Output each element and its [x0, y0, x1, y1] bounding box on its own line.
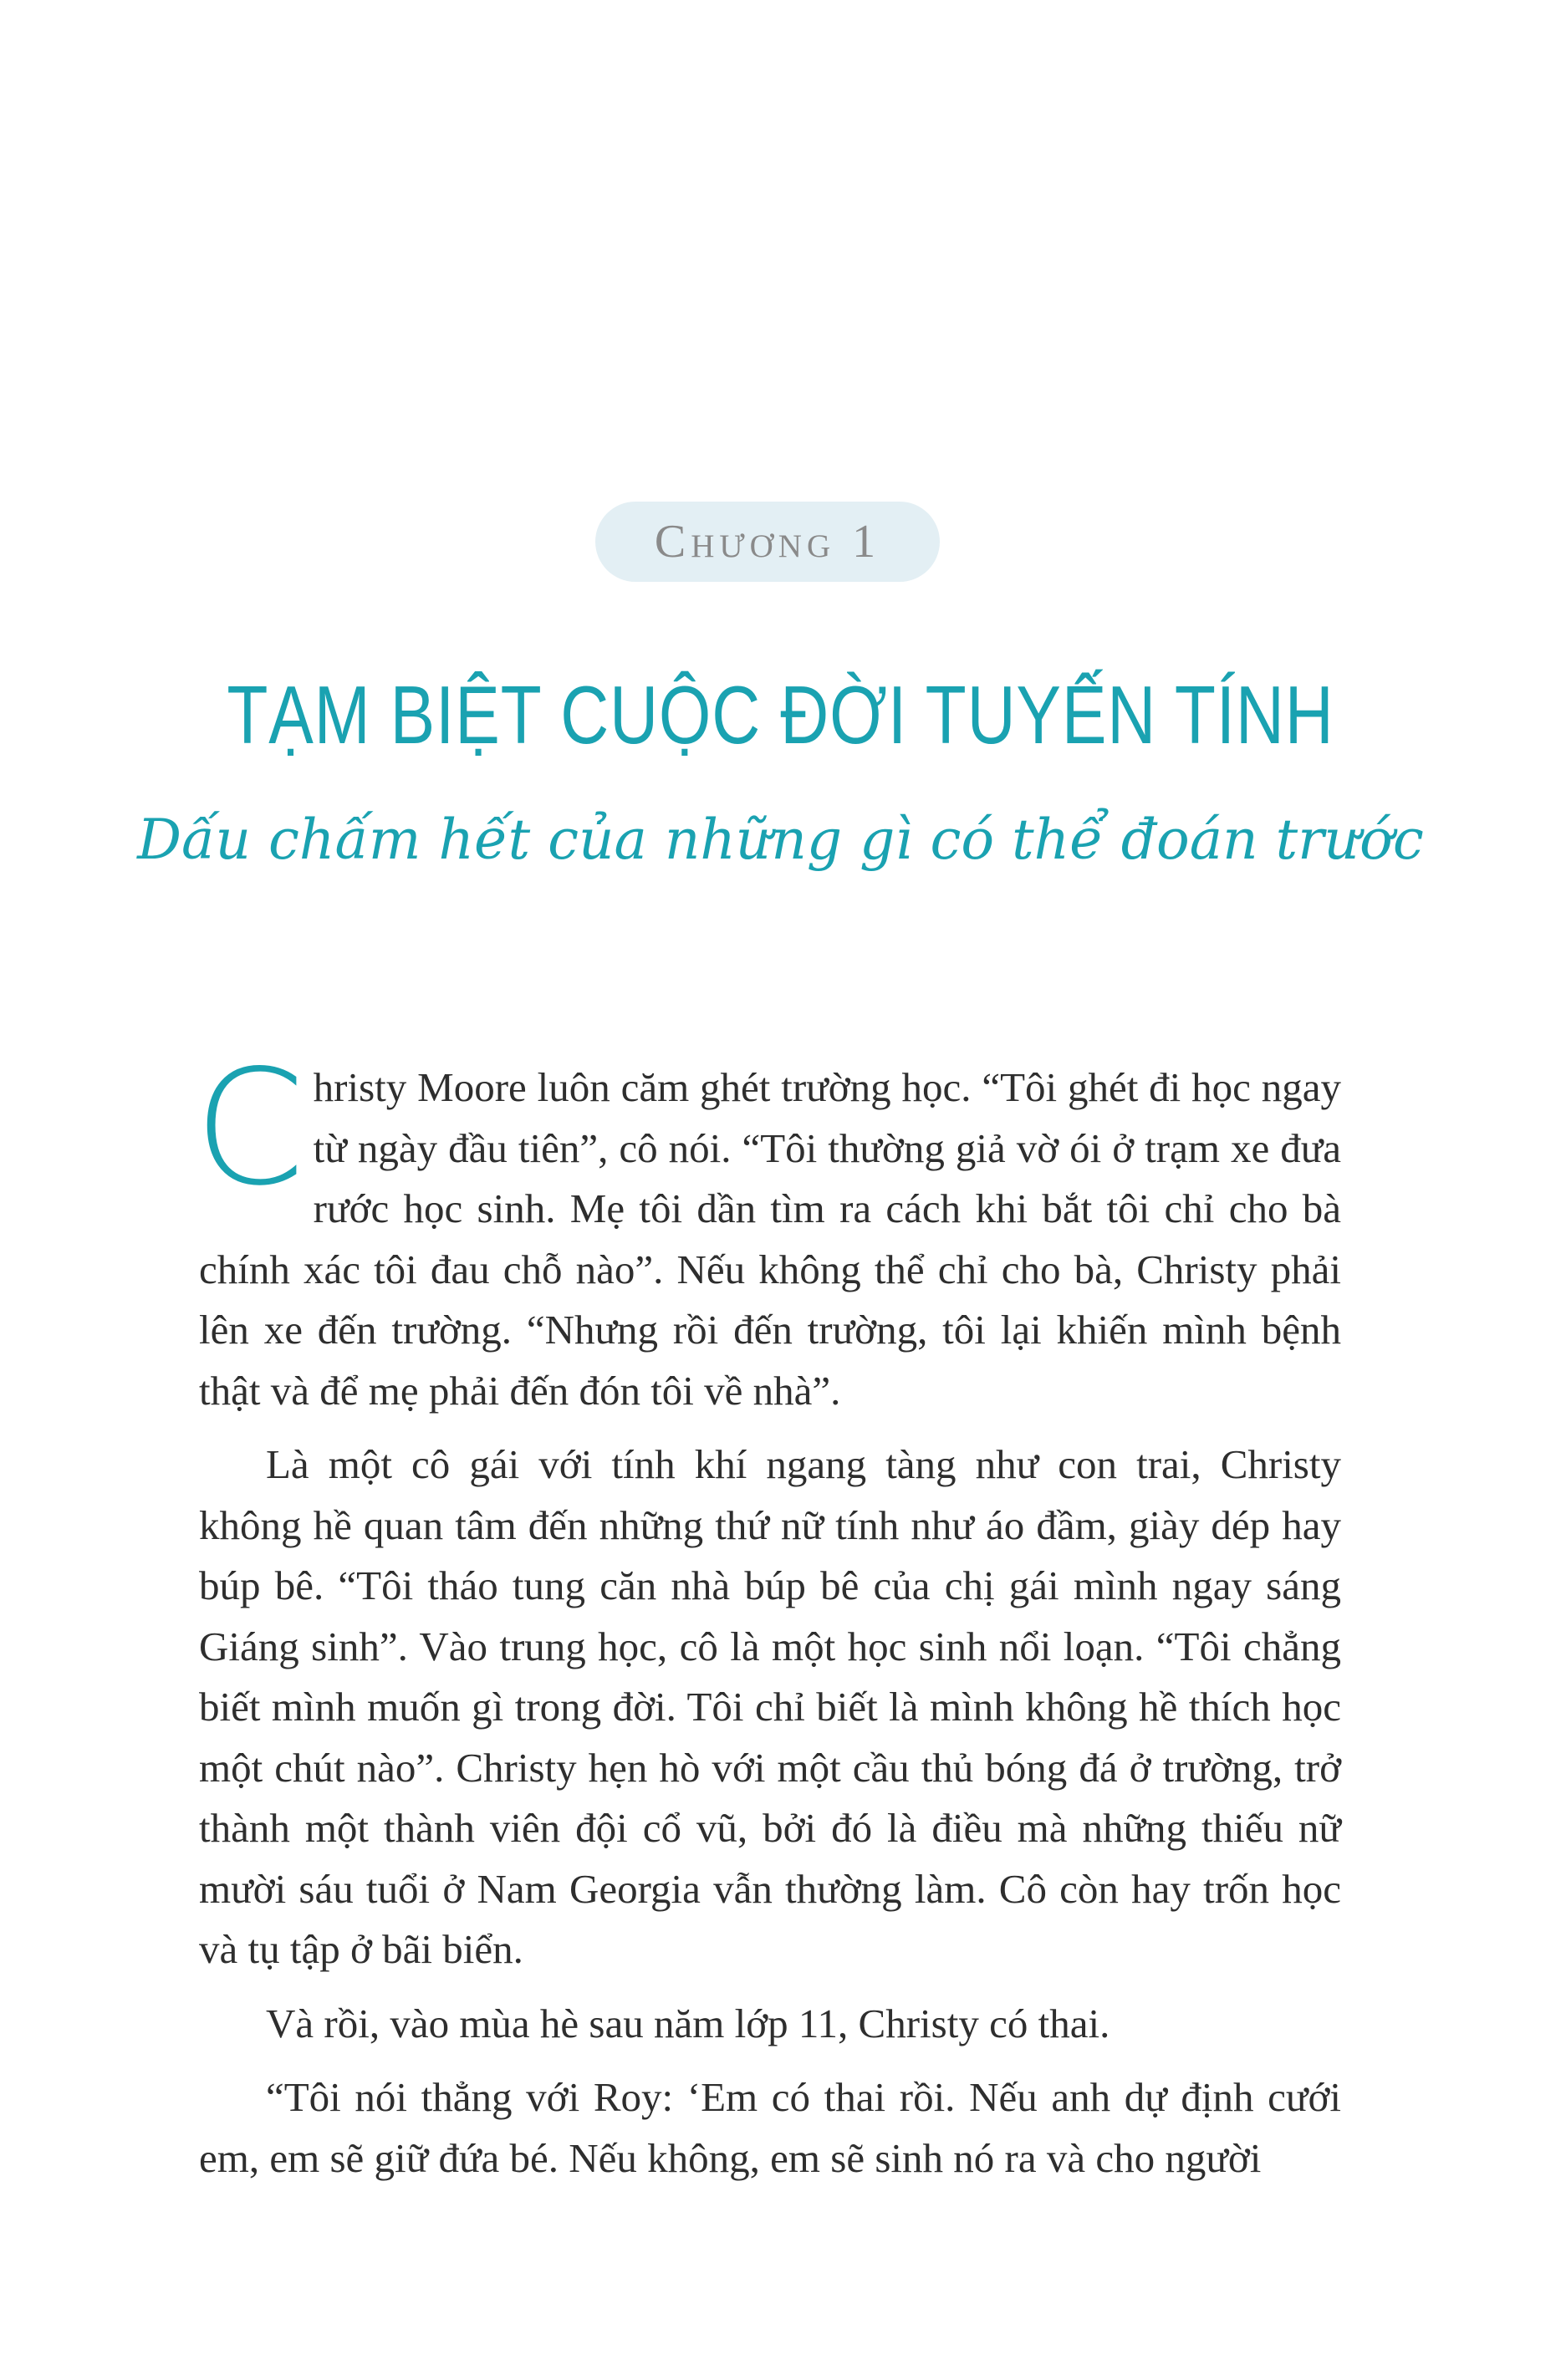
chapter-label-badge — [595, 502, 940, 582]
paragraph-1-text: hristy Moore luôn căm ghét trường học. “Tôi ghét đi học ngay từ ngày đầu tiên”, cô nói. “Tôi thường giả vờ ói ở trạm xe đưa rước học sinh. Mẹ tôi dần tìm ra cách khi bắt tôi chỉ cho bà chính xác tôi đau chỗ nào”. Nếu không thể chỉ cho bà, Christy phải lên xe đến trường. “Nhưng rồi đến trường, tôi lại khiến mình bệnh thật và để mẹ phải đến đón tôi về nhà”. — [199, 1064, 1341, 1414]
paragraph-3: Và rồi, vào mùa hè sau năm lớp 11, Christy có thai. — [266, 2000, 1110, 2046]
paragraph-1 — [194, 1036, 1341, 1421]
paragraph-2: Là một cô gái với tính khí ngang tàng như con trai, Christy không hề quan tâm đến những thứ nữ tính như áo đầm, giày dép hay búp bê. “Tôi tháo tung căn nhà búp bê của chị gái mình ngay sáng Giáng sinh”. Vào trung học, cô là một học sinh nổi loạn. “Tôi chẳng biết mình muốn gì trong đời. Tôi chỉ biết là mình không hề thích học một chút nào”. Christy hẹn hò với một cầu thủ bóng đá ở trường, trở thành một thành viên đội cổ vũ, bởi đó là điều mà những thiếu nữ mười sáu tuổi ở Nam Georgia vẫn thường làm. Cô còn hay trốn học và tụ tập ở bãi biển. — [199, 1441, 1341, 1972]
drop-cap: C — [194, 1036, 305, 1221]
chapter-subtitle: Dấu chấm hết của những gì có thể đoán trước — [137, 808, 1424, 872]
chapter-title: TẠM BIỆT CUỘC ĐỜI TUYẾN TÍNH — [227, 669, 1334, 761]
paragraph-4: “Tôi nói thẳng với Roy: ‘Em có thai rồi. Nếu anh dự định cưới em, em sẽ giữ đứa bé. Nếu không, em sẽ sinh nó ra và cho người — [199, 2074, 1341, 2181]
chapter-label: Chương 1 — [654, 516, 881, 568]
body-text — [194, 1036, 1341, 2202]
